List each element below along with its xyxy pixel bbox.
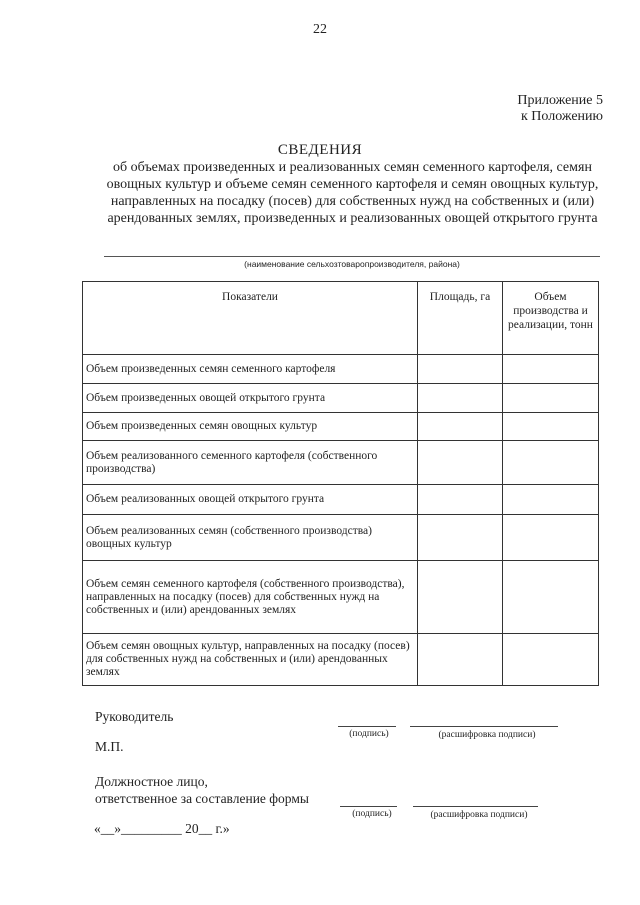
area-cell[interactable] (418, 384, 503, 413)
row-label: Объем реализованного семенного картофеля (собственного производства) (83, 441, 418, 485)
volume-cell[interactable] (503, 441, 599, 485)
volume-cell[interactable] (503, 384, 599, 413)
organization-name-caption: (наименование сельхозтоваропроизводителя, района) (244, 259, 460, 269)
table-row (83, 485, 599, 515)
document-subtitle: об объемах произведенных и реализованных семян семенного картофеля, семян овощных культур и объеме семян семенного картофеля и семян овощных культур, направленных на посадку (посев) для собственных нужд на собственных и (или) арендованных землях, произведенных и реализованных овощей открытого грунта (106, 160, 599, 226)
official-signature-decode-field[interactable] (413, 806, 538, 807)
date-field[interactable]: «__»_________ 20__ г.» (94, 821, 230, 836)
official-label (95, 773, 309, 807)
area-cell[interactable] (418, 634, 503, 686)
head-signature-caption: (подпись) (349, 729, 389, 739)
table-row (83, 634, 599, 686)
header-volume: Объем производства и реализации, тонн (503, 282, 599, 355)
volume-cell[interactable] (503, 634, 599, 686)
row-label: Объем реализованных семян (собственного производства) овощных культур (83, 515, 418, 561)
table-header-row (83, 282, 599, 355)
table-row (83, 413, 599, 441)
table-row (83, 441, 599, 485)
table-row (83, 515, 599, 561)
area-cell[interactable] (418, 515, 503, 561)
row-label: Объем семян семенного картофеля (собственного производства), направленных на посадку (посев) для собственных нужд на собственных и (или) арендованных землях (83, 561, 418, 634)
area-cell[interactable] (418, 441, 503, 485)
appendix-line-2: к Положению (520, 109, 603, 124)
volume-cell[interactable] (503, 355, 599, 384)
row-label: Объем реализованных овощей открытого грунта (83, 485, 418, 515)
official-label-line-1: Должностное лицо, (95, 774, 208, 789)
table-row (83, 561, 599, 634)
row-label: Объем семян овощных культур, направленных на посадку (посев) для собственных нужд на собственных и (или) арендованных землях (83, 634, 418, 686)
appendix-line-1: Приложение 5 (517, 93, 603, 108)
row-label: Объем произведенных овощей открытого грунта (83, 384, 418, 413)
head-signature-decode-field[interactable] (410, 726, 558, 727)
stamp-label: М.П. (95, 739, 124, 754)
area-cell[interactable] (418, 355, 503, 384)
row-label: Объем произведенных семян семенного картофеля (83, 355, 418, 384)
official-label-line-2: ответственное за составление формы (95, 791, 309, 806)
area-cell[interactable] (418, 413, 503, 441)
official-signature-caption: (подпись) (352, 809, 392, 819)
official-signature-field[interactable] (340, 806, 397, 807)
table-row (83, 355, 599, 384)
indicators-table (82, 281, 599, 686)
area-cell[interactable] (418, 561, 503, 634)
appendix-reference (517, 93, 603, 125)
volume-cell[interactable] (503, 515, 599, 561)
document-title: СВЕДЕНИЯ (277, 142, 363, 158)
volume-cell[interactable] (503, 485, 599, 515)
official-decode-caption: (расшифровка подписи) (430, 810, 528, 820)
head-signature-field[interactable] (338, 726, 396, 727)
head-label: Руководитель (95, 709, 174, 724)
volume-cell[interactable] (503, 561, 599, 634)
header-area: Площадь, га (418, 282, 503, 355)
organization-name-field[interactable] (104, 256, 600, 257)
head-decode-caption: (расшифровка подписи) (438, 730, 536, 740)
header-indicators: Показатели (83, 282, 418, 355)
row-label: Объем произведенных семян овощных культур (83, 413, 418, 441)
page-number: 22 (313, 22, 327, 37)
volume-cell[interactable] (503, 413, 599, 441)
table-row (83, 384, 599, 413)
area-cell[interactable] (418, 485, 503, 515)
